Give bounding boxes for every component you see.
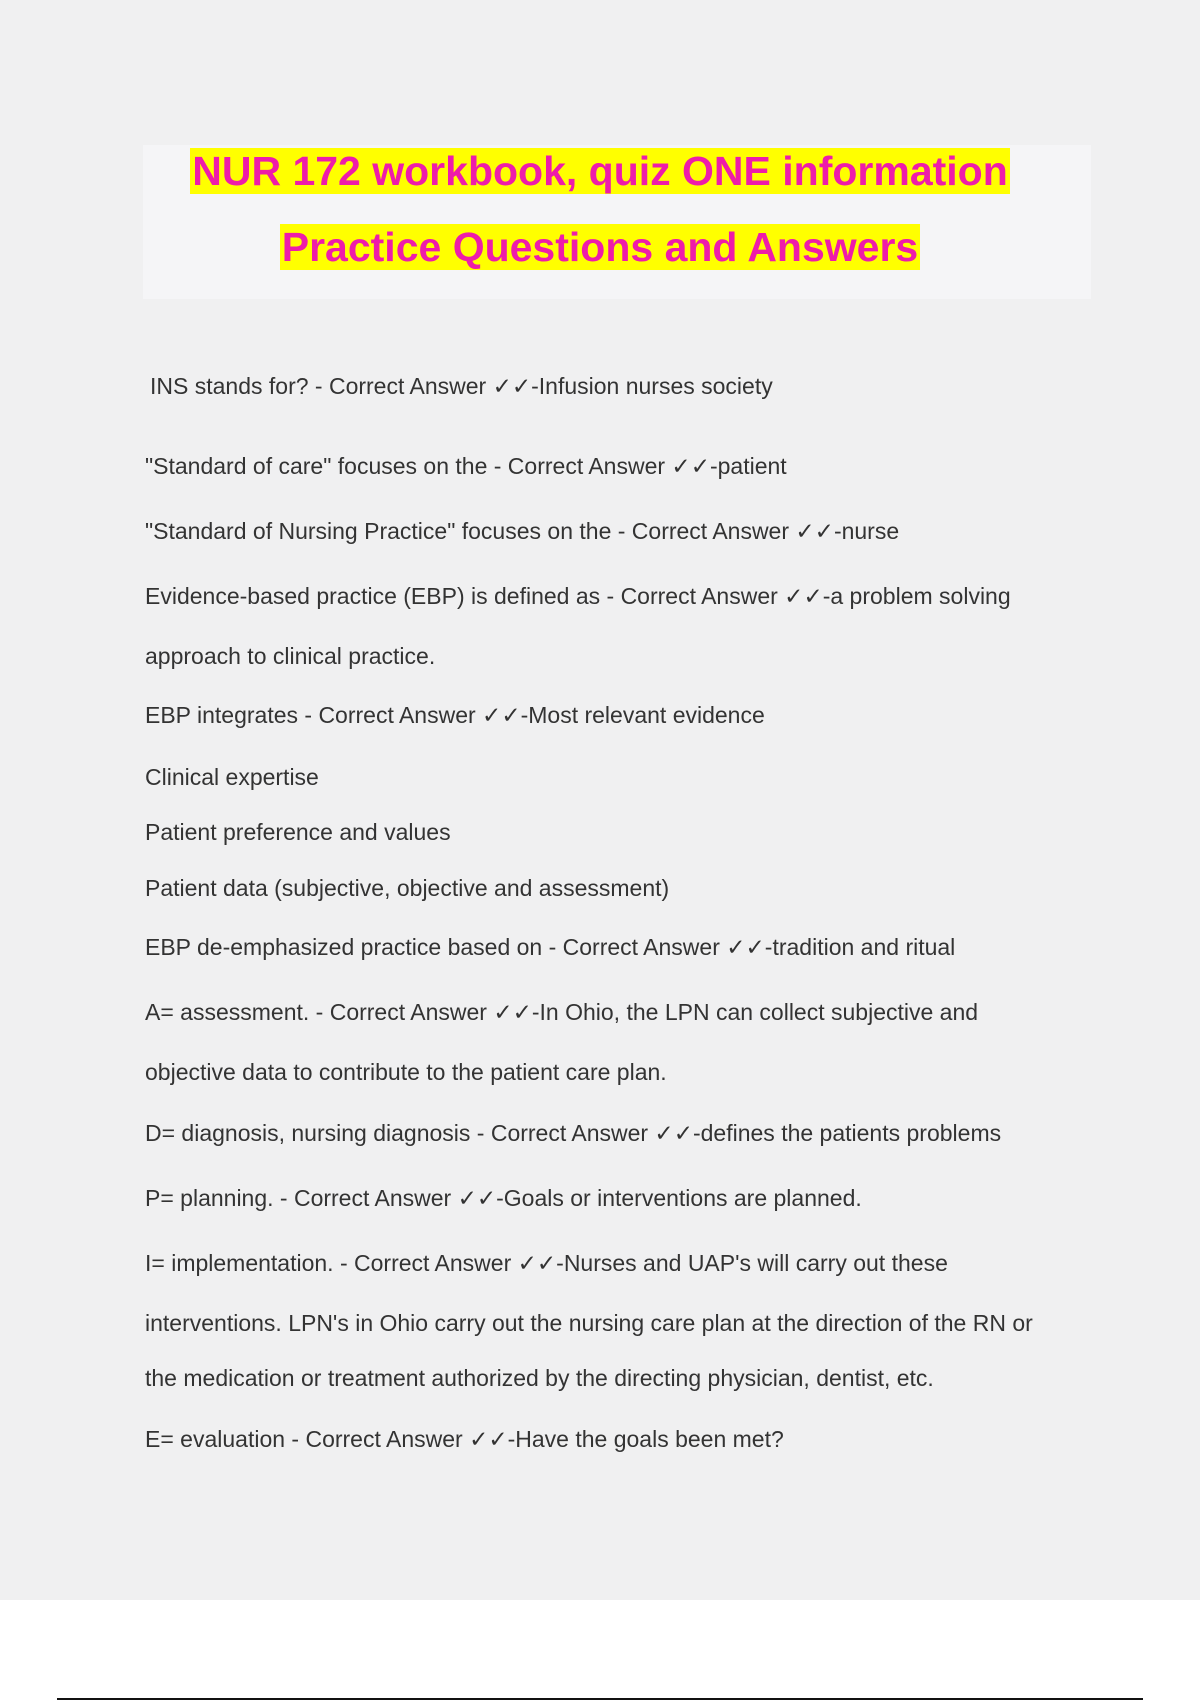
text-line: approach to clinical practice. xyxy=(145,643,436,669)
text-line: Clinical expertise xyxy=(145,764,319,790)
text-line: the medication or treatment authorized by the directing physician, dentist, etc. xyxy=(145,1365,934,1391)
title-line-1 xyxy=(0,146,1200,196)
title-text-2: Practice Questions and Answers xyxy=(281,224,919,270)
text-line: I= implementation. - Correct Answer ✓✓-Nurses and UAP's will carry out these xyxy=(145,1250,948,1276)
text-line: A= assessment. - Correct Answer ✓✓-In Ohio, the LPN can collect subjective and xyxy=(145,999,979,1025)
text-line: Patient preference and values xyxy=(145,819,451,845)
text-line: D= diagnosis, nursing diagnosis - Correct Answer ✓✓-defines the patients problems xyxy=(145,1120,1002,1146)
text-line: Evidence-based practice (EBP) is defined as - Correct Answer ✓✓-a problem solving xyxy=(145,583,1011,609)
text-line: objective data to contribute to the patient care plan. xyxy=(145,1059,667,1085)
text-line: EBP integrates - Correct Answer ✓✓-Most relevant evidence xyxy=(145,702,765,728)
text-line: P= planning. - Correct Answer ✓✓-Goals or interventions are planned. xyxy=(145,1185,862,1211)
text-line: EBP de-emphasized practice based on - Correct Answer ✓✓-tradition and ritual xyxy=(145,934,956,960)
text-line: INS stands for? - Correct Answer ✓✓-Infusion nurses society xyxy=(150,373,773,399)
title-text-1: NUR 172 workbook, quiz ONE information xyxy=(192,148,1008,194)
text-line: "Standard of Nursing Practice" focuses on the - Correct Answer ✓✓-nurse xyxy=(145,518,900,544)
text-line: Patient data (subjective, objective and assessment) xyxy=(145,875,670,901)
title-line-2 xyxy=(0,222,1200,272)
text-line: "Standard of care" focuses on the - Correct Answer ✓✓-patient xyxy=(145,453,787,479)
text-line: interventions. LPN's in Ohio carry out the nursing care plan at the direction of the RN or xyxy=(145,1310,1033,1336)
text-line: E= evaluation - Correct Answer ✓✓-Have the goals been met? xyxy=(145,1426,784,1452)
